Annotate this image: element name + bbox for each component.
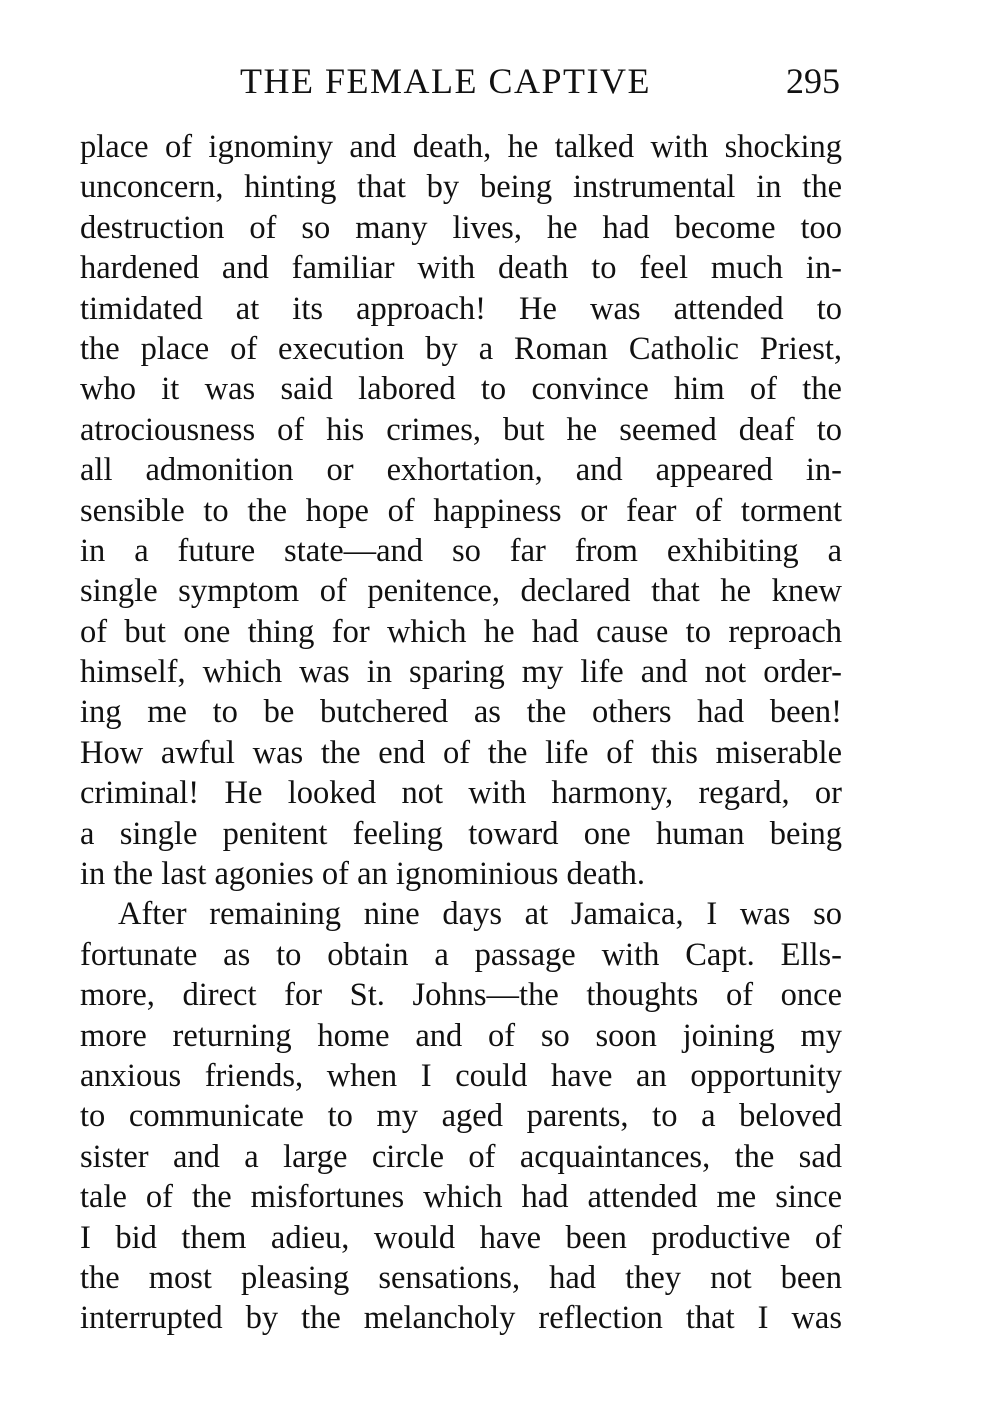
text-line: a single penitent feeling toward one human being: [80, 815, 842, 852]
text-line: more, direct for St. Johns—the thoughts of once: [80, 977, 842, 1014]
body-text: [80, 127, 842, 1339]
text-line: the place of execution by a Roman Catholic Priest,: [80, 330, 842, 367]
text-line: criminal! He looked not with harmony, regard, or: [80, 775, 842, 812]
text-line: in a future state—and so far from exhibiting a: [80, 532, 842, 569]
text-line: anxious friends, when I could have an opportunity: [80, 1057, 842, 1094]
text-line: more returning home and of so soon joining my: [80, 1017, 842, 1054]
page-number: 295: [786, 61, 840, 101]
text-line: who it was said labored to convince him of the: [80, 371, 842, 408]
text-line: destruction of so many lives, he had become too: [80, 209, 842, 246]
text-line: unconcern, hinting that by being instrumental in the: [80, 169, 842, 206]
text-line: timidated at its approach! He was attended to: [80, 290, 842, 327]
paragraph-2: [80, 894, 842, 1338]
text-line: of but one thing for which he had cause to reproach: [80, 613, 842, 650]
text-line: I bid them adieu, would have been productive of: [80, 1219, 842, 1256]
text-line: hardened and familiar with death to feel much in-: [80, 250, 842, 287]
running-head-title: THE FEMALE CAPTIVE: [240, 61, 651, 101]
text-line: himself, which was in sparing my life and not order-: [80, 654, 842, 691]
paragraph-1: [80, 127, 842, 894]
text-line: sensible to the hope of happiness or fear of torment: [80, 492, 842, 529]
text-line: to communicate to my aged parents, to a beloved: [80, 1098, 842, 1135]
text-line: single symptom of penitence, declared that he knew: [80, 573, 842, 610]
text-line: ing me to be butchered as the others had been!: [80, 694, 842, 731]
text-line: After remaining nine days at Jamaica, I was so: [118, 896, 842, 933]
running-head: [80, 56, 840, 106]
text-line: place of ignominy and death, he talked with shocking: [80, 129, 842, 165]
text-line: atrociousness of his crimes, but he seemed deaf to: [80, 411, 842, 448]
text-line: fortunate as to obtain a passage with Capt. Ells-: [80, 936, 842, 973]
text-line: the most pleasing sensations, had they not been: [80, 1259, 842, 1296]
text-line: in the last agonies of an ignominious death.: [80, 856, 646, 893]
text-line: How awful was the end of the life of this miserable: [80, 734, 842, 771]
text-line: interrupted by the melancholy reflection that I was: [80, 1300, 842, 1337]
text-line: all admonition or exhortation, and appeared in-: [80, 452, 842, 489]
text-line: sister and a large circle of acquaintances, the sad: [80, 1138, 842, 1175]
text-line: tale of the misfortunes which had attended me since: [80, 1179, 842, 1216]
